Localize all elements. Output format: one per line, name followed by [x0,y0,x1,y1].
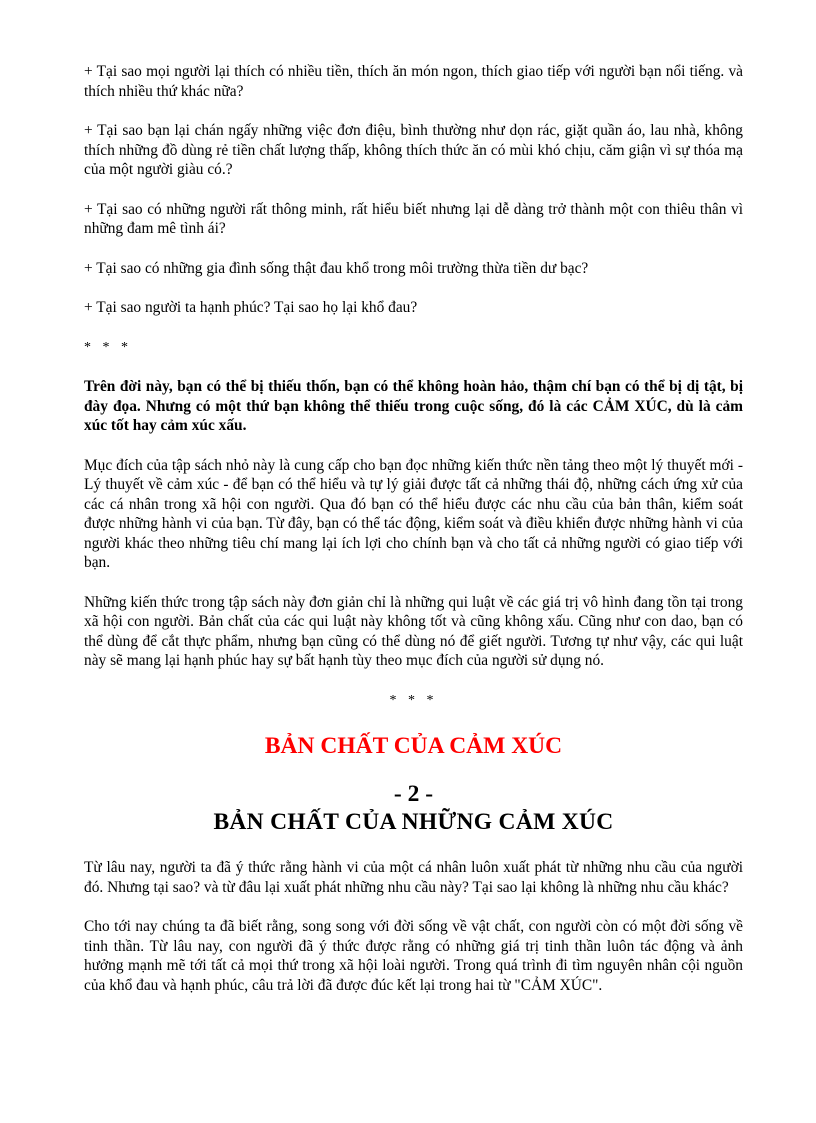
section-title: BẢN CHẤT CỦA NHỮNG CẢM XÚC [213,809,614,835]
question-3: + Tại sao có những người rất thông minh, rất hiểu biết nhưng lại dễ dàng trở thành một con thiêu thân vì những đam mê tình ái? [84,200,743,237]
question-4: + Tại sao có những gia đình sống thật đau khổ trong môi trường thừa tiền dư bạc? [84,259,589,277]
question-2: + Tại sao bạn lại chán ngấy những việc đơn điệu, bình thường như dọn rác, giặt quần áo, lau nhà, không thích những đồ dùng rẻ tiền chất lượng thấp, không thích thức ăn có mùi khó chịu, căm giận vì sự thóa mạ của một người giàu có.? [84,122,743,178]
question-5: + Tại sao người ta hạnh phúc? Tại sao họ lại khổ đau? [84,299,418,316]
document-page [84,62,743,995]
intro-bold-paragraph: Trên đời này, bạn có thể bị thiếu thốn, bạn có thể không hoàn hảo, thậm chí bạn có thể bị dị tật, bị đày đọa. Nhưng có một thứ bạn không thể thiếu trong cuộc sống, đó là các CẢM XÚC, dù là cảm xúc tốt hay cảm xúc xấu. [84,378,743,434]
separator-center: * * * [389,692,438,708]
question-1: + Tại sao mọi người lại thích có nhiều tiền, thích ăn món ngon, thích giao tiếp với người bạn nổi tiếng. và thích nhiều thứ khác nữa? [84,63,743,100]
knowledge-paragraph: Những kiến thức trong tập sách này đơn giản chỉ là những qui luật về các giá trị vô hình đang tồn tại trong xã hội con người. Bản chất của các qui luật này không tốt và cũng không xấu. Cũng như con dao, bạn có thể dùng để cắt thực phẩm, nhưng bạn cũng có thể dùng nó để giết người. Tương tự như vậy, các qui luật này sẽ mang lại hạnh phúc hay sự bất hạnh tùy theo mục đích của người sử dụng nó. [84,593,743,669]
body-paragraph-2: Cho tới nay chúng ta đã biết rằng, song song với đời sống về vật chất, con người còn có một đời sống về tinh thần. Từ lâu nay, con người đã ý thức được rằng có những giá trị tinh thần luôn tác động và ảnh hưởng mạnh mẽ tới tất cả mọi thứ trong xã hội loài người. Trong quá trình đi tìm nguyên nhân cội nguồn của khổ đau và hạnh phúc, câu trả lời đã được đúc kết lại trong hai từ "CẢM XÚC". [84,918,743,994]
separator-left: * * * [84,339,132,355]
body-paragraph-1: Từ lâu nay, người ta đã ý thức rằng hành vi của một cá nhân luôn xuất phát từ những nhu cầu của người đó. Nhưng tại sao? và từ đâu lại xuất phát những nhu cầu này? Tại sao lại không là những nhu cầu khác? [84,859,743,896]
purpose-paragraph: Mục đích của tập sách nhỏ này là cung cấp cho bạn đọc những kiến thức nền tảng theo một lý thuyết mới - Lý thuyết về cảm xúc - để bạn có thể hiểu và tự lý giải được tất cả những thái độ, những cách ứng xử của các cá nhân trong xã hội con người. Qua đó bạn có thể hiểu được các nhu cầu của bản thân, kiểm soát được những hành vi của bạn. Từ đây, bạn có thể tác động, kiểm soát và điều khiển được những hành vi của người khác theo những tiêu chí mang lại ích lợi cho chính bạn và cho tất cả những người có giao tiếp với bạn. [84,456,743,571]
chapter-number: - 2 - [393,781,434,807]
chapter-title: BẢN CHẤT CỦA CẢM XÚC [264,733,563,759]
